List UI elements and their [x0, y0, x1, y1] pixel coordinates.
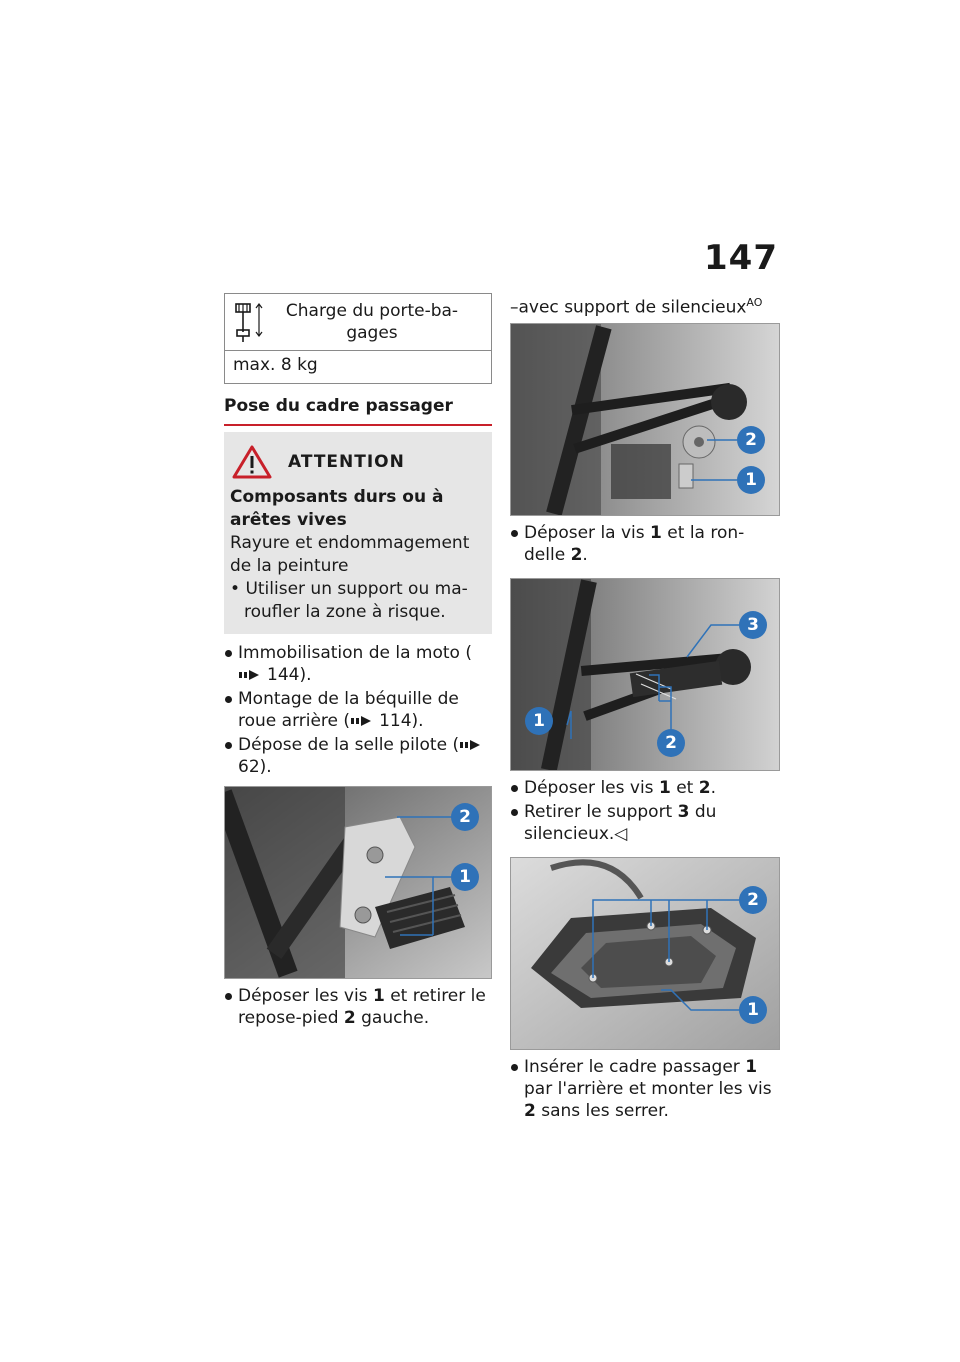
warning-header: [230, 444, 482, 480]
warning-measure: • Utiliser un support ou ma-roufler la zone à risque.: [230, 579, 468, 622]
figure-footrest: [224, 786, 492, 979]
callout-2: 2: [739, 886, 767, 914]
left-column: [224, 293, 492, 1031]
list-item: Déposer la vis 1 et la ron-delle 2.: [510, 522, 780, 566]
callout-1: 1: [739, 996, 767, 1024]
spec-table: [224, 293, 492, 384]
list-item: Déposer les vis 1 et 2.: [510, 777, 780, 799]
step-list: [510, 522, 780, 566]
list-item: Immobilisation de la moto (144).: [224, 642, 492, 686]
silencer-bracket-illustration: [511, 579, 780, 771]
list-item: Insérer le cadre passager 1 par l'arrière et monter les vis 2 sans les serrer.: [510, 1056, 780, 1122]
page-reference-arrow-icon: [239, 669, 263, 681]
page-number: 147: [704, 238, 778, 278]
page-link-62[interactable]: 62).: [238, 757, 272, 777]
warning-hazard: Composants durs ou à arêtes vives: [230, 487, 444, 530]
page-reference-arrow-icon: [351, 715, 375, 727]
section-title: Pose du cadre passager: [224, 396, 492, 426]
list-item: Retirer le support 3 du silencieux.◁: [510, 801, 780, 845]
right-column: [510, 292, 780, 1124]
step-list: [510, 1056, 780, 1122]
spec-value: max. 8 kg: [233, 355, 318, 375]
step-list: [224, 985, 492, 1029]
callout-2: 2: [451, 803, 479, 831]
spec-label: Charge du porte-ba-gages: [285, 301, 459, 343]
callout-1: 1: [525, 707, 553, 735]
figure-passenger-frame: [510, 857, 780, 1050]
prerequisite-list: [224, 642, 492, 778]
list-item: Déposer les vis 1 et retirer le repose-pied 2 gauche.: [224, 985, 492, 1029]
callout-1: 1: [737, 466, 765, 494]
warning-box: [224, 432, 492, 634]
page-reference-arrow-icon: [460, 739, 484, 751]
warning-consequence: Rayure et endommagement de la peinture: [230, 533, 470, 576]
callout-2: 2: [657, 729, 685, 757]
list-item: Montage de la béquille de roue arrière ( 114).: [224, 688, 492, 732]
page-link-114[interactable]: 114).: [379, 711, 424, 731]
warning-title: ATTENTION: [288, 452, 405, 472]
callout-1: 1: [451, 863, 479, 891]
callout-2: 2: [737, 426, 765, 454]
figure-silencer-bolt: [510, 323, 780, 516]
step-list: [510, 777, 780, 845]
spec-header-row: [225, 294, 491, 351]
passenger-frame-illustration: [511, 858, 780, 1050]
callout-3: 3: [739, 611, 767, 639]
page-link-144[interactable]: 144).: [267, 665, 312, 685]
warning-triangle-icon: [232, 444, 272, 480]
figure-silencer-bracket: [510, 578, 780, 771]
list-item: Dépose de la selle pilote (62).: [224, 734, 492, 778]
luggage-load-icon: [233, 300, 267, 344]
variant-label: –avec support de silencieux$^{AO}$: [510, 296, 763, 318]
